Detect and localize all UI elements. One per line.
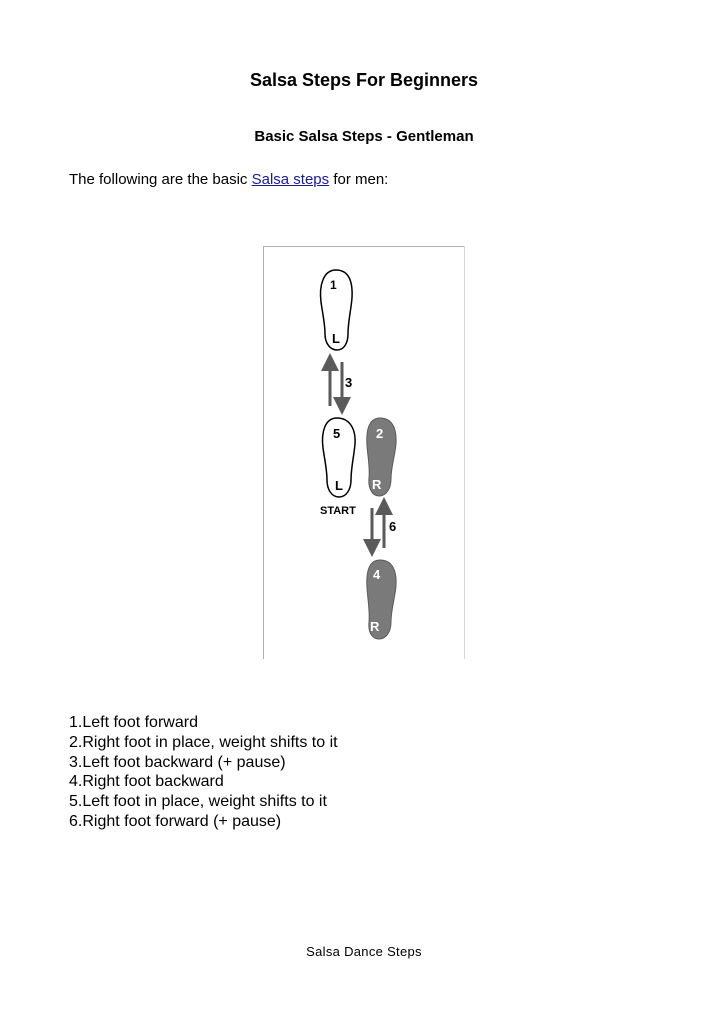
left-foot-step1 xyxy=(321,270,353,350)
list-item: 6.Right foot forward (+ pause) xyxy=(69,812,282,830)
arrow-label-3: 3 xyxy=(345,375,353,390)
list-item: 2.Right foot in place, weight shifts to it xyxy=(69,733,338,751)
right-foot-step2 xyxy=(367,418,396,496)
page-footer: Salsa Dance Steps xyxy=(306,944,422,959)
left-foot-step5 xyxy=(323,418,356,497)
right-foot-step2-number: 2 xyxy=(376,426,384,441)
list-item: 4.Right foot backward xyxy=(69,773,224,791)
left-foot-step1-side: L xyxy=(332,331,340,346)
left-foot-step5-number: 5 xyxy=(333,426,341,441)
left-foot-step5-side: L xyxy=(335,478,343,493)
intro-paragraph xyxy=(69,171,388,188)
right-foot-step4-side: R xyxy=(370,619,380,634)
right-foot-step2-side: R xyxy=(372,477,382,492)
section-subtitle: Basic Salsa Steps - Gentleman xyxy=(254,128,474,145)
salsa-steps-diagram xyxy=(263,246,465,659)
right-foot-step4 xyxy=(367,560,396,639)
right-foot-step4-number: 4 xyxy=(373,567,381,582)
steps-list xyxy=(69,713,338,832)
start-label: START xyxy=(320,505,356,517)
list-item: 3.Left foot backward (+ pause) xyxy=(69,753,286,771)
intro-text-before: The following are the basic xyxy=(69,171,252,188)
left-foot-step1-number: 1 xyxy=(330,278,337,292)
arrow-label-6: 6 xyxy=(389,519,397,534)
salsa-steps-link[interactable]: Salsa steps xyxy=(251,171,330,188)
intro-text-after: for men: xyxy=(329,171,389,188)
page-title: Salsa Steps For Beginners xyxy=(249,70,479,90)
list-item: 5.Left foot in place, weight shifts to it xyxy=(69,793,327,811)
list-item: 1.Left foot forward xyxy=(69,714,198,731)
